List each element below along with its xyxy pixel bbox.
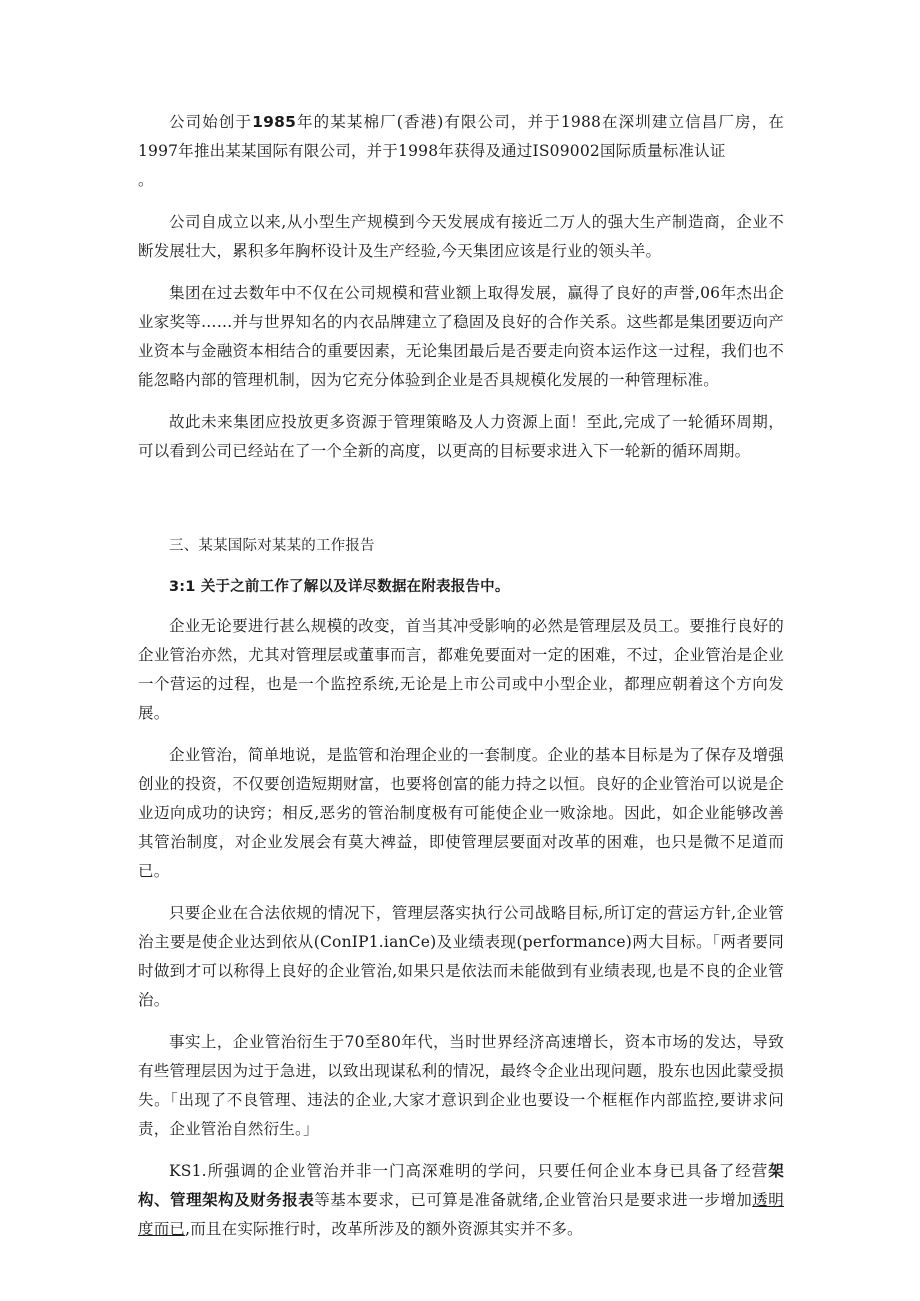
- paragraph-company-growth: 公司自成立以来,从小型生产规模到今天发展成有接近二万人的强大生产制造商，企业不断发展壮大，累积多年胸杯设计及生产经验,今天集团应该是行业的领头羊。: [138, 213, 784, 260]
- text-segment: 年的: [296, 113, 331, 131]
- paragraph-group-development: 集团在过去数年中不仅在公司规模和营业额上取得发展，赢得了良好的声誉,06年杰出企业家奖等……并与世界知名的内衣品牌建立了稳固及良好的合作关系。这些都是集团要迈向产业资本与金融资本相结合的重要因素，无论集团最后是否要走向资本运作这一过程，我们也不能忽略内部的管理机制，因为它充分体验到企业是否具规模化发展的一种管理标准。: [138, 284, 784, 389]
- text-segment: 某某棉厂(香港)有限公司，并于1988在深圳建立信昌厂房，在1997年推出某某国际有限公司，并于1998年获得及通过IS09002国际质量标准认证: [138, 113, 784, 160]
- text-segment: ,而且在实际推行时，改革所涉及的额外资源其实并不多。: [185, 1220, 583, 1238]
- paragraph-governance-history: 事实上，企业管治衍生于70至80年代，当时世界经济高速增长，资本市场的发达，导致有些管理层因为过于急进，以致出现谋私利的情况，最终令企业出现问题，股东也因此蒙受损失。「出现了不良管理、违法的企业,大家才意识到企业也要设一个框框作内部监控,要讲求问责，企业管治自然衍生。」: [138, 1033, 784, 1138]
- text-segment: KS1.所强调的企业管治并非一门高深难明的学问，只要任何企业本身已具备了经营: [169, 1162, 769, 1180]
- founding-year: 1985: [252, 113, 297, 131]
- text-segment: 故此未来集团应投放更多资源: [169, 413, 378, 431]
- text-segment: 至此,完成了一轮循环周期，可以看到公司已经站在了一个全新的高度，以更高的目标要求进入下一轮新的循环周期。: [138, 413, 784, 460]
- underlined-text: 透明度而已: [138, 1191, 785, 1238]
- emphasis-text: 于管理策略及人力资源上面！: [377, 413, 587, 431]
- text-segment: 等基本要求，已可算是准备就绪,企业管治只是要求进一步增加: [314, 1191, 753, 1209]
- text-segment: 公司始创于: [169, 113, 253, 131]
- document-page: [138, 108, 784, 1257]
- paragraph-future-strategy: [138, 408, 784, 466]
- section-heading: 三、某某国际对某某的工作报告: [169, 538, 375, 554]
- subsection-heading: 3:1 关于之前工作了解以及详尽数据在附表报告中。: [169, 579, 510, 595]
- paragraph-company-history: [138, 108, 784, 195]
- paragraph-governance-definition: 企业管治，简单地说，是监管和治理企业的一套制度。企业的基本目标是为了保存及增强创业的投资，不仅要创造短期财富，也要将创富的能力持之以恒。良好的企业管治可以说是企业迈向成功的诀窍；相反,恶劣的管治制度极有可能使企业一败涂地。因此，如企业能够改善其管治制度，对企业发展会有莫大裨益，即使管理层要面对改革的困难，也只是微不足道而已。: [138, 746, 784, 880]
- paragraph-governance-requirements: [138, 1157, 784, 1244]
- emphasis-text: 架构、管理架构及财务报表: [138, 1162, 784, 1209]
- text-segment: 。: [138, 171, 154, 189]
- paragraph-change-impact: 企业无论要进行甚么规模的改变，首当其冲受影响的必然是管理层及员工。要推行良好的企业管治亦然，尤其对管理层或董事而言，都难免要面对一定的困难，不过，企业管治是企业一个营运的过程，也是一个监控系统,无论是上市公司或中小型企业，都理应朝着这个方向发展。: [138, 617, 784, 722]
- paragraph-governance-goals: 只要企业在合法依规的情况下，管理层落实执行公司战略目标,所订定的营运方针,企业管治主要是使企业达到依从(ConIP1.ianCe)及业绩表现(performance)两大目标。「两者要同时做到才可以称得上良好的企业管治,如果只是依法而未能做到有业绩表现,也是不良的企业管治。: [138, 904, 784, 1009]
